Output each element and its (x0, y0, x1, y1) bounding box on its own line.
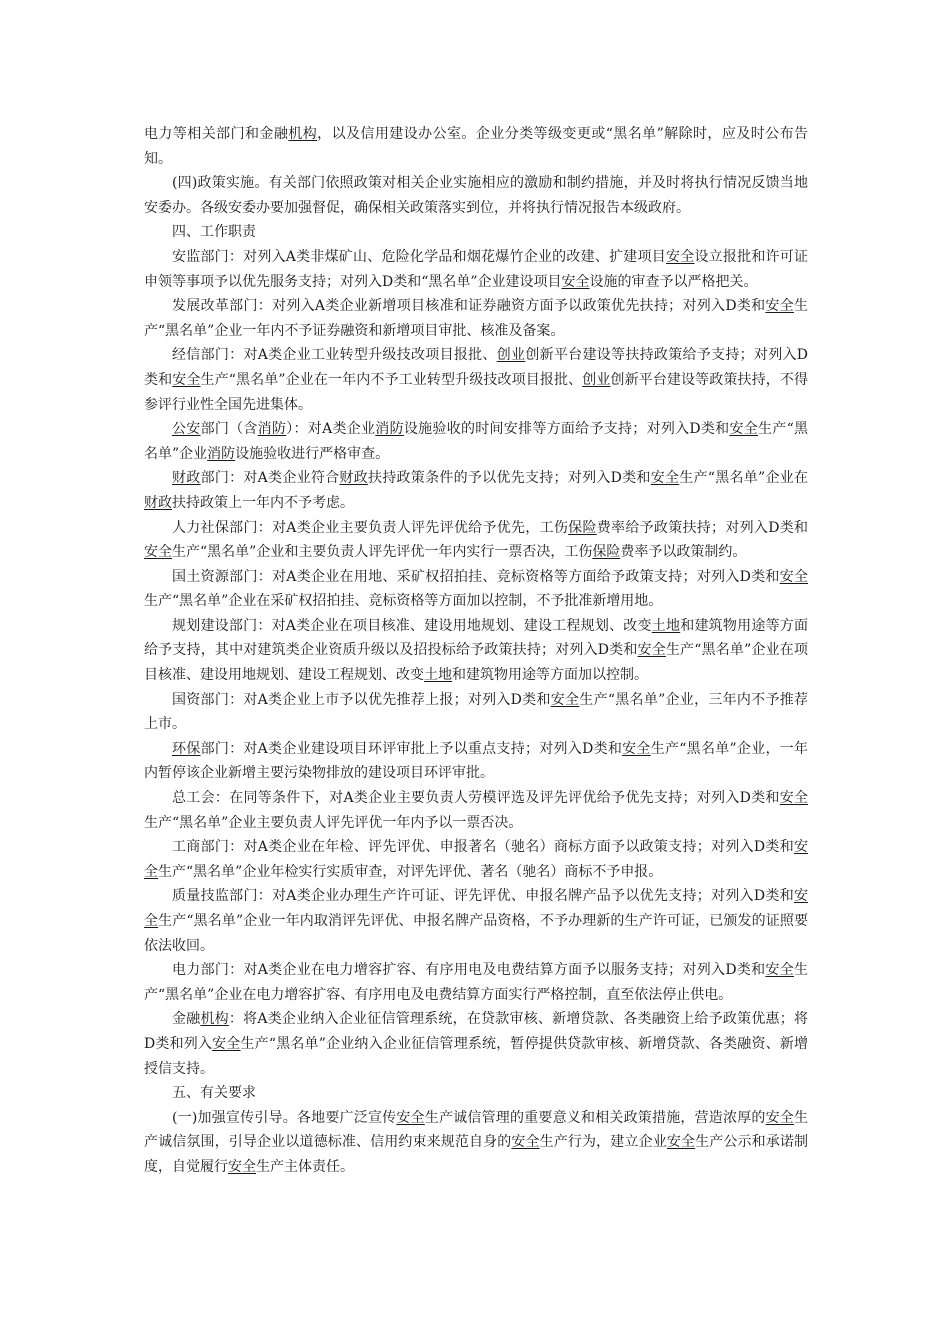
keyword-link[interactable]: 安全 (666, 1134, 696, 1151)
keyword-link[interactable]: 安全 (650, 470, 680, 487)
keyword-link[interactable]: 土地 (424, 667, 452, 684)
paragraph-text: 生产诚信管理的重要意义和相关政策措施，营造浓厚的 (424, 1109, 766, 1126)
paragraph-text: 四、工作职责 (172, 224, 256, 241)
keyword-link[interactable]: 机构 (288, 126, 318, 142)
keyword-link[interactable]: 保险 (568, 519, 597, 536)
keyword-link[interactable]: 安全 (765, 1109, 795, 1126)
paragraph-text: 工商部门：对A类企业在年检、评先评优、申报著名（驰名）商标方面予以政策支持；对列入D类和 (172, 839, 794, 856)
paragraph-text: 费率给予政策扶持；对列入D类和 (596, 519, 809, 536)
keyword-link[interactable]: 财政 (172, 470, 201, 487)
paragraph-text: 生产诚信氛围，引导企业以道德标准、信用约束来规范自身的 (144, 1109, 809, 1151)
paragraph-text: 和建筑物用途等方面给予支持，其中对建筑类企业资质升级以及招投标给予政策扶持；对列入D类和 (144, 617, 809, 659)
keyword-link[interactable]: 土地 (651, 617, 681, 634)
paragraph (144, 343, 808, 417)
keyword-link[interactable]: 创业 (496, 347, 526, 364)
paragraph-text: 生产主体责任。 (256, 1158, 354, 1175)
paragraph-text: 生产“黑名单”企业在一年内不予工业转型升级技改项目报批、 (200, 371, 583, 388)
keyword-link[interactable]: 创业 (582, 371, 611, 388)
paragraph-text: ）：对A类企业 (286, 421, 376, 438)
keyword-link[interactable]: 安全 (779, 568, 808, 585)
keyword-link[interactable]: 安全 (212, 1035, 241, 1052)
keyword-link[interactable]: 安全 (511, 1134, 540, 1151)
paragraph-text: 部门（含 (200, 421, 258, 438)
paragraph (144, 516, 808, 565)
paragraph (144, 958, 808, 1007)
keyword-link[interactable]: 安全 (172, 371, 201, 388)
paragraph-text: 生产“黑名单”企业，三年内不予推荐上市。 (144, 691, 808, 733)
paragraph-text: 电力等相关部门和金融 (144, 126, 289, 142)
paragraph-text: 生产公示和承诺制度，自觉履行 (144, 1134, 809, 1175)
paragraph-text: 生产“黑名单”企业主要负责人评先评优一年内予以一票否决。 (144, 814, 523, 831)
paragraph-text: 生产“黑名单”企业一年内取消评先评优、申报名牌产品资格，不予办理新的生产许可证，已颁发的证照要依法收回。 (144, 913, 809, 954)
keyword-link[interactable]: 安全 (729, 421, 759, 438)
paragraph (144, 1007, 808, 1081)
keyword-link[interactable]: 安全 (665, 248, 695, 265)
keyword-link[interactable]: 消防 (207, 445, 236, 462)
keyword-link[interactable]: 安全 (228, 1158, 256, 1175)
paragraph (144, 565, 808, 614)
paragraph-text: 经信部门：对A类企业工业转型升级技改项目报批、 (172, 347, 497, 364)
paragraph-text: ，以及信用建设办公室。企业分类等级变更或“黑名单”解除时，应及时公布告知。 (144, 126, 809, 167)
paragraph-text: 质量技监部门：对A类企业办理生产许可证、评先评优、申报名牌产品予以优先支持；对列入D类和 (172, 888, 794, 905)
paragraph-text: (四)政策实施。有关部门依照政策对相关企业实施相应的激励和制约措施，并及时将执行情况反馈当地安委办。各级安委办要加强督促，确保相关政策落实到位，并将执行情况报告本级政府。 (144, 175, 808, 216)
paragraph-text: 国土资源部门：对A类企业在用地、采矿权招拍挂、竞标资格等方面给予政策支持；对列入D类和 (172, 568, 780, 585)
paragraph-text: 部门：对A类企业符合 (200, 470, 340, 487)
paragraph (144, 737, 808, 786)
paragraph-text: 生产“黑名单”企业纳入企业征信管理系统，暂停提供贷款审核、新增贷款、各类融资、新增授信支持。 (144, 1035, 809, 1077)
document-body (144, 122, 808, 1180)
keyword-link[interactable]: 消防 (257, 421, 287, 438)
paragraph-text: 创新平台建设等扶持政策给予支持；对列入D类和 (144, 347, 809, 388)
paragraph-text: 电力部门：对A类企业在电力增容扩容、有序用电及电费结算方面予以服务支持；对列入D类和 (172, 962, 766, 979)
paragraph-text: 创新平台建设等政策扶持，不得参评行业性全国先进集体。 (144, 371, 809, 413)
paragraph (144, 614, 808, 688)
paragraph-text: 五、有关要求 (172, 1085, 256, 1102)
paragraph-text: 生产“黑名单”企业年检实行实质审查，对评先评优、著名（驰名）商标不予申报。 (158, 863, 663, 880)
paragraph-text: 人力社保部门：对A类企业主要负责人评先评优给予优先，工伤 (172, 519, 569, 536)
keyword-link[interactable]: 安全 (779, 790, 808, 807)
paragraph (144, 245, 808, 294)
keyword-link[interactable]: 公安 (172, 421, 201, 438)
keyword-link[interactable]: 安全 (396, 1109, 425, 1126)
paragraph (144, 466, 808, 515)
paragraph-text: 总工会：在同等条件下，对A类企业主要负责人劳模评选及评先评优给予优先支持；对列入D类和 (172, 790, 780, 807)
keyword-link[interactable]: 安全 (637, 642, 666, 659)
keyword-link[interactable]: 安全 (765, 298, 794, 315)
paragraph (144, 220, 808, 245)
paragraph-text: 扶持政策上一年内不予考虑。 (172, 494, 354, 511)
keyword-link[interactable]: 安全 (561, 273, 590, 290)
paragraph-text: 和建筑物用途等方面加以控制。 (452, 667, 648, 684)
paragraph (144, 835, 808, 884)
paragraph-text: 生产“黑名单”企业在项目核准、建设用地规划、建设工程规划、改变 (144, 642, 808, 684)
paragraph-text: 生产行为，建立企业 (539, 1134, 667, 1151)
paragraph (144, 688, 808, 737)
paragraph-text: 设立报批和许可证申领等事项予以优先服务支持；对列入D类和“黑名单”企业建设项目 (144, 248, 809, 290)
paragraph-text: 安监部门：对列入A类非煤矿山、危险化学品和烟花爆竹企业的改建、扩建项目 (172, 248, 666, 265)
paragraph (144, 884, 808, 958)
paragraph-text: 费率予以政策制约。 (620, 544, 747, 561)
keyword-link[interactable]: 财政 (144, 494, 172, 511)
keyword-link[interactable]: 环保 (172, 740, 201, 757)
paragraph-text: (一)加强宣传引导。各地要广泛宣传 (172, 1109, 397, 1126)
paragraph-text: 扶持政策条件的予以优先支持；对列入D类和 (367, 470, 651, 487)
keyword-link[interactable]: 消防 (375, 421, 404, 438)
paragraph-text: 设施验收进行严格审查。 (235, 445, 390, 462)
paragraph-text: 规划建设部门：对A类企业在项目核准、建设用地规划、建设工程规划、改变 (172, 617, 652, 634)
paragraph-text: 生产“黑名单”企业在 (679, 470, 809, 487)
keyword-link[interactable]: 安全 (144, 544, 172, 561)
paragraph-text: 发展改革部门：对列入A类企业新增项目核准和证券融资方面予以政策优先扶持；对列入D类和 (172, 298, 766, 315)
keyword-link[interactable]: 安全 (550, 691, 580, 708)
paragraph (144, 1106, 808, 1180)
paragraph-text: 生产“黑名单”企业一年内不予证券融资和新增项目审批、核准及备案。 (144, 298, 808, 339)
keyword-link[interactable]: 安全 (622, 740, 651, 757)
paragraph (144, 294, 808, 343)
paragraph (144, 1081, 808, 1106)
paragraph-text: 生产“黑名单”企业，一年内暂停该企业新增主要污染物排放的建设项目环评审批。 (144, 740, 809, 782)
paragraph-text: 生产“黑名单”企业和主要负责人评先评优一年内实行一票否决，工伤 (172, 544, 593, 561)
keyword-link[interactable]: 安全 (144, 888, 808, 929)
keyword-link[interactable]: 安全 (144, 839, 808, 880)
paragraph-text: ：将A类企业纳入企业征信管理系统，在贷款审核、新增贷款、各类融资上给予政策优惠；将D类和列入 (144, 1011, 809, 1052)
paragraph (144, 171, 808, 220)
paragraph-text: 设施验收的时间安排等方面给予支持；对列入D类和 (403, 421, 730, 438)
paragraph-text: 设施的审查予以严格把关。 (589, 273, 758, 290)
keyword-link[interactable]: 安全 (765, 962, 794, 979)
keyword-link[interactable]: 保险 (592, 544, 621, 561)
paragraph (144, 417, 808, 466)
paragraph-text: 生产“黑名单”企业在采矿权招拍挂、竞标资格等方面加以控制，不予批准新增用地。 (144, 593, 663, 610)
paragraph-text: 部门：对A类企业建设项目环评审批上予以重点支持；对列入D类和 (200, 740, 623, 757)
keyword-link[interactable]: 财政 (339, 470, 368, 487)
paragraph-text: 国资部门：对A类企业上市予以优先推荐上报；对列入D类和 (172, 691, 551, 708)
paragraph (144, 786, 808, 835)
paragraph-text: 金融 (172, 1011, 201, 1028)
keyword-link[interactable]: 机构 (200, 1011, 229, 1028)
paragraph (144, 122, 808, 171)
paragraph-text: 生产“黑名单”企业 (144, 421, 809, 462)
paragraph-text: 生产“黑名单”企业在电力增容扩容、有序用电及电费结算方面实行严格控制，直至依法停止供电。 (144, 962, 808, 1003)
